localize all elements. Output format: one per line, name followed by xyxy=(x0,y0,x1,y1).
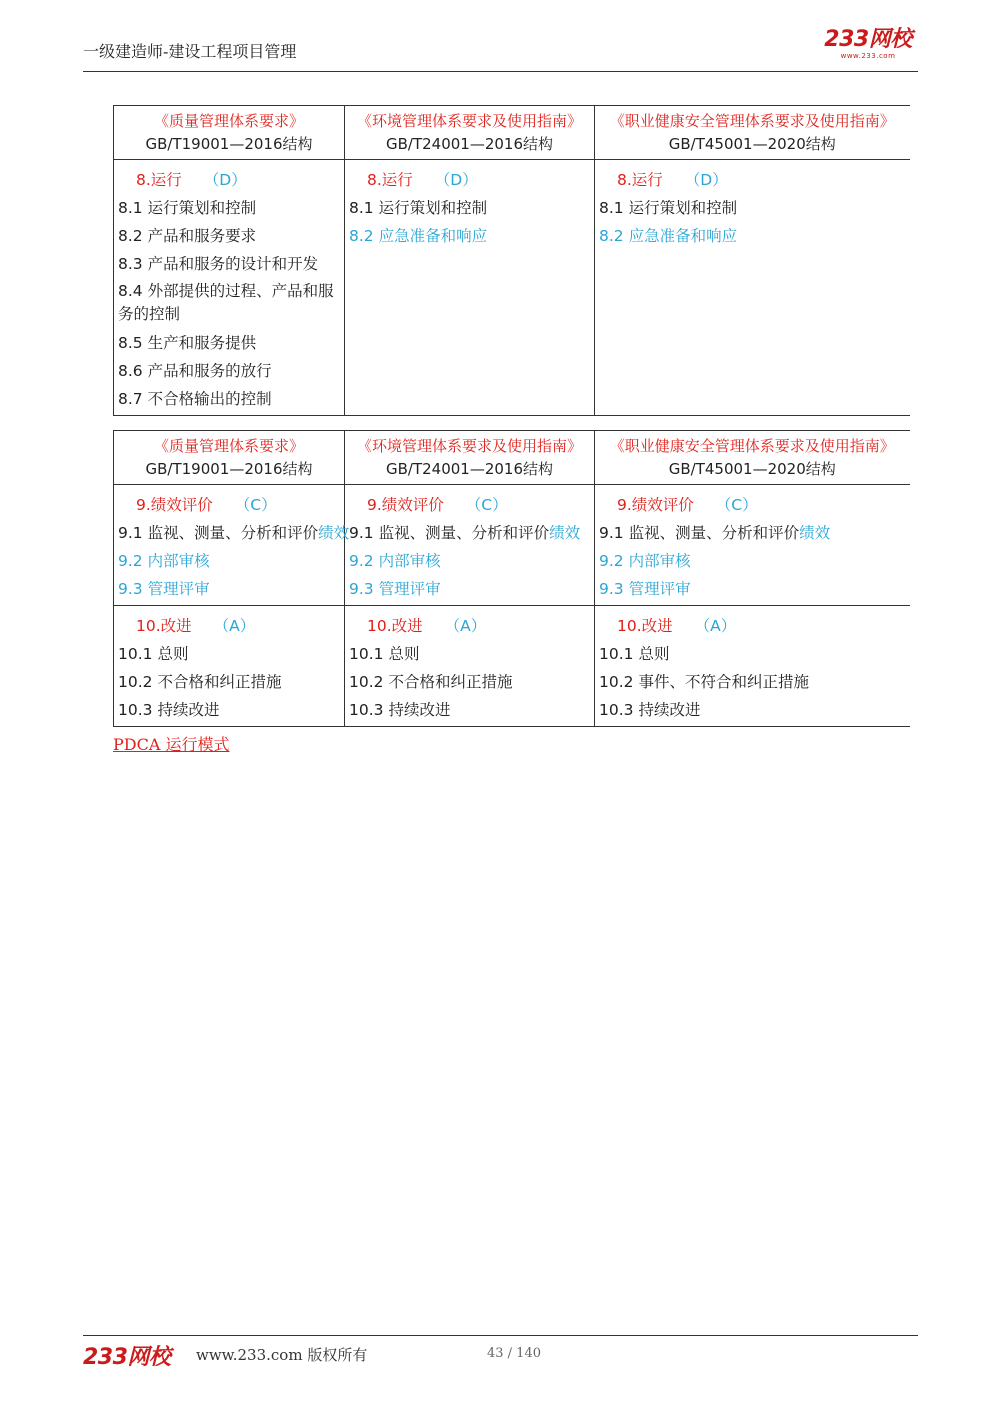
standard-name: 《职业健康安全管理体系要求及使用指南》 xyxy=(609,437,895,455)
header-quality xyxy=(114,431,345,485)
list-item: 8.5 生产和服务提供 xyxy=(118,334,257,352)
standard-name: 《质量管理体系要求》 xyxy=(153,437,304,455)
cell-ohs-operation xyxy=(595,160,910,416)
section-heading: 9.绩效评价 （C） xyxy=(136,496,277,514)
list-item: 10.2 不合格和纠正措施 xyxy=(118,673,282,691)
table-row xyxy=(114,485,910,606)
section-heading: 9.绩效评价 （C） xyxy=(617,496,758,514)
list-item: 10.2 不合格和纠正措施 xyxy=(349,673,513,691)
header-environment xyxy=(345,106,595,160)
header-divider xyxy=(83,71,918,72)
section-heading: 8.运行 （D） xyxy=(367,171,478,189)
list-item: 8.2 应急准备和响应 xyxy=(599,227,738,245)
list-item: 10.1 总则 xyxy=(599,645,670,663)
list-item: 9.1 监视、测量、分析和评价绩效 xyxy=(349,524,581,542)
list-item: 9.2 内部审核 xyxy=(118,552,210,570)
cell-quality-evaluation xyxy=(114,485,350,606)
cell-environment-operation xyxy=(345,160,595,416)
list-item: 8.4 外部提供的过程、产品和服务的控制 xyxy=(118,282,334,323)
list-item: 9.3 管理评审 xyxy=(599,580,691,598)
cell-ohs-evaluation xyxy=(595,485,910,606)
section-heading: 10.改进 （A） xyxy=(136,617,256,635)
section-heading: 10.改进 （A） xyxy=(617,617,737,635)
list-item: 10.3 持续改进 xyxy=(118,701,220,719)
standard-code: GB/T19001—2016结构 xyxy=(145,460,313,478)
section-heading: 8.运行 （D） xyxy=(617,171,728,189)
copyright-text: www.233.com 版权所有 xyxy=(196,1346,368,1364)
logo-text: 233网校 xyxy=(824,27,912,52)
table-operation xyxy=(113,105,910,416)
standard-code: GB/T45001—2020结构 xyxy=(668,135,836,153)
table-evaluation-improvement xyxy=(113,430,910,727)
header-quality xyxy=(114,106,345,160)
list-item: 10.3 持续改进 xyxy=(349,701,451,719)
header-ohs xyxy=(595,106,910,160)
list-item: 8.3 产品和服务的设计和开发 xyxy=(118,255,319,273)
list-item: 10.2 事件、不符合和纠正措施 xyxy=(599,673,809,691)
list-item: 9.2 内部审核 xyxy=(349,552,441,570)
header-ohs xyxy=(595,431,910,485)
list-item: 8.2 产品和服务要求 xyxy=(118,227,257,245)
standard-code: GB/T24001—2016结构 xyxy=(385,460,554,478)
list-item: 9.1 监视、测量、分析和评价绩效 xyxy=(118,524,350,542)
standard-name: 《质量管理体系要求》 xyxy=(153,112,304,130)
list-item: 8.6 产品和服务的放行 xyxy=(118,362,272,380)
pdca-link[interactable]: PDCA 运行模式 xyxy=(113,735,230,754)
brand-logo xyxy=(818,28,918,62)
footer-divider xyxy=(83,1335,918,1336)
table-header-row xyxy=(114,106,910,160)
standard-name: 《环境管理体系要求及使用指南》 xyxy=(356,112,582,130)
list-item: 8.1 运行策划和控制 xyxy=(599,199,738,217)
cell-environment-evaluation xyxy=(345,485,595,606)
logo-url: www.233.com xyxy=(840,52,896,60)
table-row xyxy=(114,606,910,727)
cell-quality-operation xyxy=(114,160,345,416)
list-item: 8.7 不合格输出的控制 xyxy=(118,390,272,408)
standard-code: GB/T19001—2016结构 xyxy=(145,135,313,153)
cell-environment-improvement xyxy=(345,606,595,727)
section-heading: 10.改进 （A） xyxy=(367,617,487,635)
list-item: 9.3 管理评审 xyxy=(349,580,441,598)
cell-quality-improvement xyxy=(114,606,345,727)
list-item: 9.3 管理评审 xyxy=(118,580,210,598)
header-environment xyxy=(345,431,595,485)
list-item: 8.1 运行策划和控制 xyxy=(118,199,257,217)
footer-logo: 233网校 xyxy=(83,1345,171,1370)
list-item: 9.2 内部审核 xyxy=(599,552,691,570)
table-row xyxy=(114,160,910,416)
section-heading: 9.绩效评价 （C） xyxy=(367,496,508,514)
document-title: 一级建造师-建设工程项目管理 xyxy=(83,42,297,61)
list-item: 10.1 总则 xyxy=(118,645,189,663)
list-item: 8.1 运行策划和控制 xyxy=(349,199,488,217)
page-number: 43 / 140 xyxy=(487,1346,541,1361)
standard-code: GB/T45001—2020结构 xyxy=(668,460,836,478)
standard-name: 《职业健康安全管理体系要求及使用指南》 xyxy=(609,112,895,130)
list-item: 10.1 总则 xyxy=(349,645,420,663)
list-item: 8.2 应急准备和响应 xyxy=(349,227,488,245)
section-heading: 8.运行 （D） xyxy=(136,171,247,189)
standard-code: GB/T24001—2016结构 xyxy=(385,135,554,153)
standard-name: 《环境管理体系要求及使用指南》 xyxy=(356,437,582,455)
list-item: 10.3 持续改进 xyxy=(599,701,701,719)
cell-ohs-improvement xyxy=(595,606,910,727)
list-item: 9.1 监视、测量、分析和评价绩效 xyxy=(599,524,831,542)
table-header-row xyxy=(114,431,910,485)
